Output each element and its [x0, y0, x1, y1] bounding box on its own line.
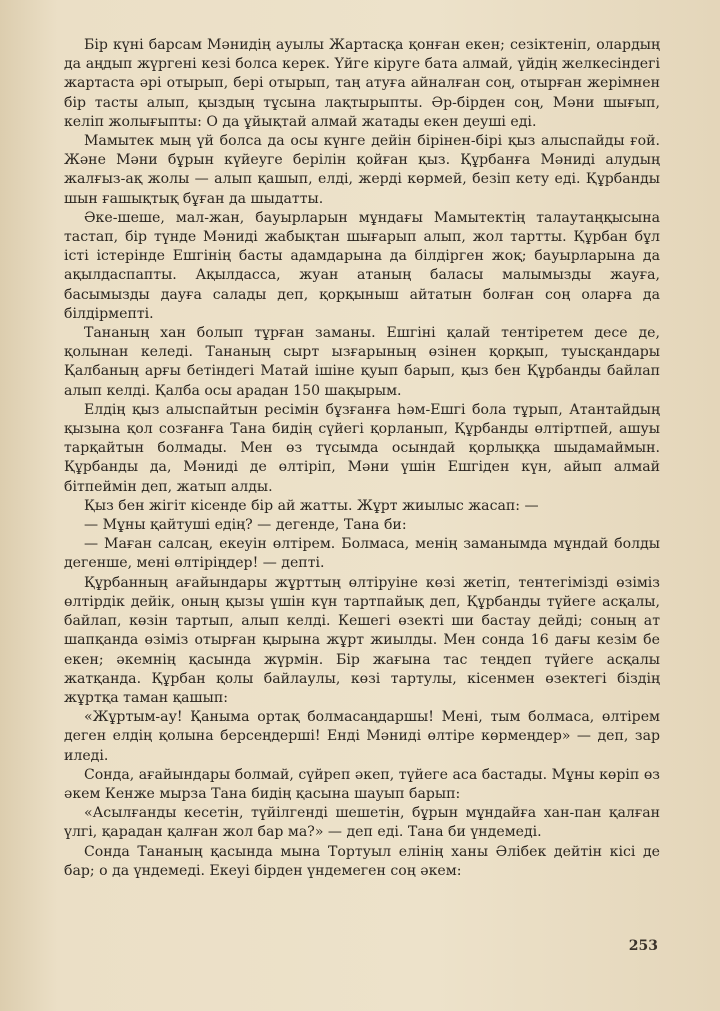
paragraph: «Жұртым-ау! Қаныма ортақ болмасаңдаршы! Мені, тым болмаса, өлтірем деген елдің қолына берсеңдерші! Енді Мәниді өлтіре көрмеңдер» — деп, зар иледі. — [64, 709, 660, 764]
page-number: 253 — [628, 938, 658, 954]
paragraph: Елдің қыз алыспайтын ресімін бұзғанға һәм-Ешгі бола тұрып, Атантайдың қызына қол созғанға Тана бидің сүйегі қорланып, Құрбанды өлтіртпей, ашуы тарқайтын болмады. Мен өз түсымда осындай қорлыққа шыдамаймын. Құрбанды да, Мәниді де өлтіріп, Мәни үшін Ешгіден күн, айып алмай бітпеймін деп, жатып алды. — [64, 401, 660, 495]
paragraph: Құрбанның ағайындары жұрттың өлтіруіне көзі жетіп, тентегімізді өзіміз өлтірдік дейік, оның қызы үшін күн тартпайық деп, Құрбанды түйеге асқалы, байлап, көзін тартып, алып келді. Кешегі өзекті ши бастау дейді; соның ат шапқанда өзіміз отырған қырына жұрт жиылды. Мен сонда 16 дағы кезім бе екен; әкемнің қасында жүрмін. Бір жағына тас теңдеп түйеге асқалы жатқанда. Құрбан қолы байлаулы, көзі тартулы, кісенмен өзектегі біздің жұртқа таман қашып: — [64, 574, 660, 706]
paragraph: Қыз бен жігіт кісенде бір ай жатты. Жұрт жиылыс жасап: — — [84, 497, 539, 514]
paragraph: Сонда Тананың қасында мына Тортуыл елінің ханы Әлібек дейтін кісі де бар; о да үндемеді. Екеуі бірден үндемеген соң әкем: — [64, 843, 660, 879]
paragraph: — Мұны қайтуші едің? — дегенде, Тана би: — [84, 517, 407, 534]
body-text — [64, 36, 660, 881]
paragraph: «Асылғанды кесетін, түйілгенді шешетін, бұрын мұндайға хан-пан қалған үлгі, қарадан қалған жол бар ма?» — деп еді. Тана би үндемеді. — [64, 805, 660, 841]
paragraph: Әке-шеше, мал-жан, бауырларын мұндағы Мамытектің талаутаңқысына тастап, бір түнде Мәниді жабықтан шығарып алып, жол тартты. Құрбан бұл істі істерінде Ешгінің басты адамдарына да білдірген жоқ; бауырларына да ақылдаспапты. Ақылдасса, жуан атаның баласы малымызды жауға, басымызды дауға салады деп, қорқыныш айтатын болған соң оларға да білдірмепті. — [64, 209, 660, 322]
paragraph: Тананың хан болып тұрған заманы. Ешгіні қалай тентіретем десе де, қолынан келеді. Тананың сырт ызғарының өзінен қорқып, туысқандары Қалбаның арғы бетіндегі Матай ішіне қуып барып, қыз бен Құрбанды байлап алып келді. Қалба осы арадан 150 шақырым. — [64, 325, 660, 399]
paragraph: — Маған салсаң, екеуін өлтірем. Болмаса, менің заманымда мұндай болды дегенше, мені өлтіріңдер! — депті. — [64, 536, 660, 572]
paragraph: Сонда, ағайындары болмай, сүйреп әкеп, түйеге аса бастады. Мұны көріп өз әкем Кенже мырза Тана бидің қасына шауып барып: — [64, 766, 660, 802]
paragraph: Бір күні барсам Мәнидің ауылы Жартасқа қонған екен; сезіктеніп, олардың да аңдып жүргені кезі болса керек. Үйге кіруге бата алмай, үйдің желкесіндегі жартаста әрі отырып, бері отырып, таң атуға айналған соң, отырған жерімнен бір тасты алып, қыздың тұсына лақтырыпты. Әр-бірден соң, Мәни шығып, келіп жолығыпты: О да ұйықтай алмай жатады екен деуші еді. — [64, 37, 660, 130]
paragraph: Мамытек мың үй болса да осы күнге дейін бірінен-бірі қыз алыспайды ғой. Және Мәни бұрын күйеуге берілін қойған қыз. Құрбанға Мәниді алудың жалғыз-ақ жолы — алып қашып, елді, жерді көрмей, безіп кету еді. Құрбанды шын ғашықтық бұған да шыдатты. — [64, 133, 660, 207]
